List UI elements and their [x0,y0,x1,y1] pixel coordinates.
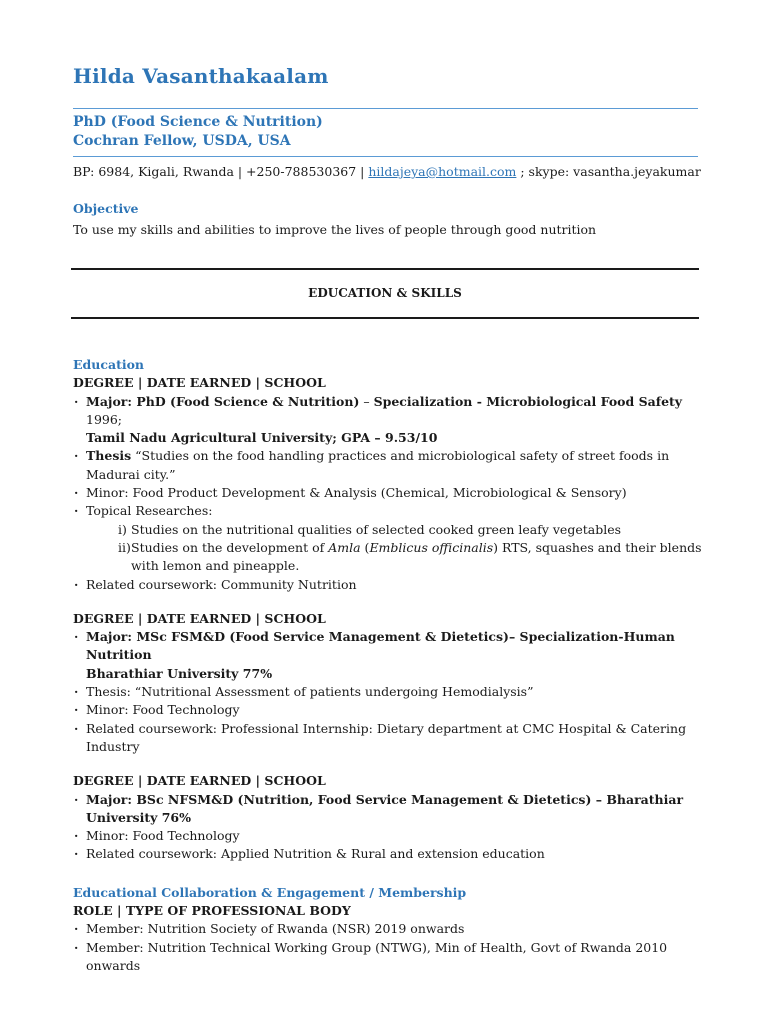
phd-thesis-cont: Madurai city.” [86,466,176,482]
phd-thesis-label: Thesis [86,448,132,464]
bsc-label: DEGREE | DATE EARNED | SCHOOL [73,773,326,789]
msc-coursework-cont: Industry [86,738,140,754]
collab-label: ROLE | TYPE OF PROFESSIONAL BODY [73,903,351,919]
phd-dash: – [359,393,374,409]
bsc-coursework: · Related coursework: Applied Nutrition & Rural and extension education [73,845,703,863]
divider-top [73,108,698,109]
education-content [73,356,703,975]
phd-thesis-text: “Studies on the food handling practices and microbiological safety of street foods in [131,448,670,464]
bsc-minor: · Minor: Food Technology [73,827,703,845]
research-text-2a: Studies on the development of [131,539,329,555]
objective-text: To use my skills and abilities to improve the lives of people through good nutrition [73,222,597,237]
research-text-1: Studies on the nutritional qualities of selected cooked green leafy vegetables [131,521,622,537]
msc-label: DEGREE | DATE EARNED | SCHOOL [73,610,326,626]
section-title: EDUCATION & SKILLS [308,286,462,300]
phd-specialization: Specialization - Microbiological Food Safety [373,393,683,409]
objective-heading: Objective [73,201,139,216]
phd-major [73,393,703,430]
phd-label: DEGREE | DATE EARNED | SCHOOL [73,375,326,391]
bsc-major: · Major: BSc NFSM&D (Nutrition, Food Service Management & Dietetics) – Bharathiar [73,791,703,809]
spacer [73,756,703,772]
contact-address-phone: BP: 6984, Kigali, Rwanda | +250-788530367 | [73,164,369,179]
degree-title: PhD (Food Science & Nutrition) [73,114,323,130]
email-link[interactable]: hildajeya@hotmail.com [368,164,517,179]
research-item-2 [73,539,703,557]
education-heading: Education [73,357,145,372]
msc-thesis: · Thesis: “Nutritional Assessment of patients undergoing Hemodialysis” [73,683,703,701]
phd-coursework: · Related coursework: Community Nutrition [73,576,703,594]
research-paren: ( [360,539,370,555]
research-item-1 [73,521,703,539]
phd-school-text: Tamil Nadu Agricultural University; GPA – 9.53/10 [86,430,438,446]
phd-major-text: Major: PhD (Food Science & Nutrition) [86,393,360,409]
spacer [73,594,703,610]
msc-major: · Major: MSc FSM&D (Food Service Management & Dietetics)– Specialization-Human Nutrition [73,628,703,665]
collab-heading: Educational Collaboration & Engagement / Membership [73,884,467,900]
candidate-name: Hilda Vasanthakaalam [73,64,329,88]
membership-item-1: · Member: Nutrition Society of Rwanda (NSR) 2019 onwards [73,920,703,938]
phd-year: 1996; [86,411,123,427]
bsc-major-cont: University 76% [86,809,191,825]
membership-item-2: · Member: Nutrition Technical Working Group (NTWG), Min of Health, Govt of Rwanda 2010 [73,939,703,957]
phd-school-line [73,429,703,447]
section-rule-bottom [71,317,699,319]
membership-item-2-cont: onwards [86,957,141,973]
emblicus-text: Emblicus officinalis [369,539,494,555]
research-num-1: i) [118,521,127,537]
research-text-2b: ) RTS, squashes and their blends [493,539,702,555]
spacer [73,864,703,884]
msc-minor: · Minor: Food Technology [73,701,703,719]
amla-text: Amla [328,539,361,555]
phd-thesis [73,447,703,465]
phd-minor: · Minor: Food Product Development & Analysis (Chemical, Microbiological & Sensory) [73,484,703,502]
phd-topical: · Topical Researches: [73,502,703,520]
msc-coursework: · Related coursework: Professional Internship: Dietary department at CMC Hospital & Catering [73,720,703,738]
divider-contact [73,156,698,157]
contact-skype: ; skype: vasantha.jeyakumar [516,164,701,179]
section-rule-top [71,268,699,270]
research-num-2: ii) [118,539,131,555]
fellowship-title: Cochran Fellow, USDA, USA [73,133,291,149]
contact-line [73,164,701,179]
research-item-2-cont: with lemon and pineapple. [131,558,300,574]
msc-school: Bharathiar University 77% [86,665,273,681]
